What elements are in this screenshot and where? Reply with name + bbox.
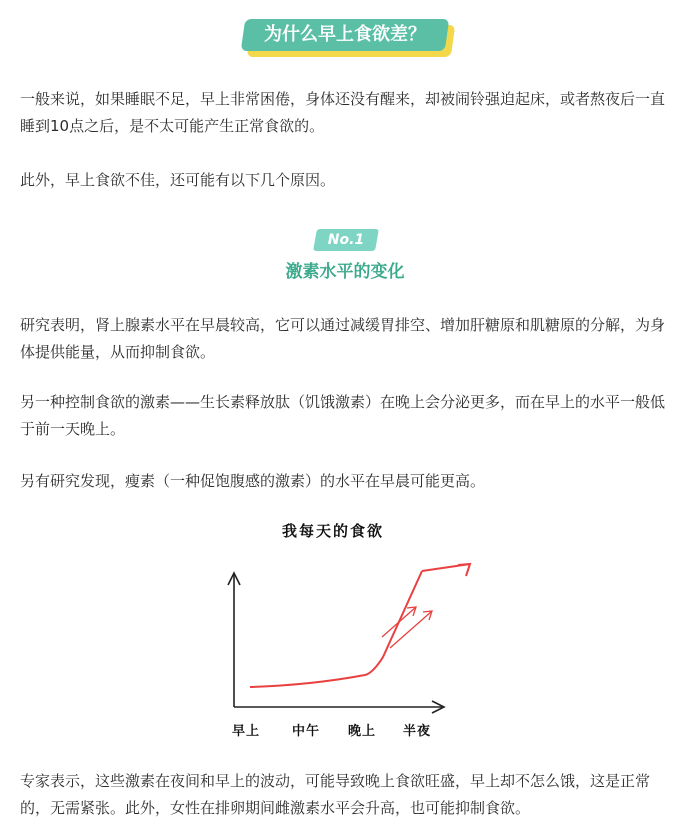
body-paragraph-2: 另一种控制食欲的激素——生长素释放肽（饥饿激素）在晚上会分泌更多，而在早上的水平一般低于前一天晚上。 — [20, 393, 666, 438]
body-paragraph-1: 研究表明，肾上腺素水平在早晨较高，它可以通过减缓胃排空、增加肝糖原和肌糖原的分解，为身体提供能量，从而抑制食欲。 — [20, 316, 666, 361]
x-tick-label: 晚上 — [348, 724, 377, 739]
section-number-tag — [315, 229, 377, 251]
section-tag-label: No.1 — [327, 232, 365, 248]
x-tick-label: 早上 — [232, 724, 261, 739]
section-title: 激素水平的变化 — [285, 262, 405, 282]
intro-paragraph-2: 此外，早上食欲不佳，还可能有以下几个原因。 — [20, 171, 336, 189]
intro-paragraph-1: 一般来说，如果睡眠不足，早上非常困倦，身体还没有醒来，却被闹铃强迫起床，或者熬夜后一直睡到10点之后，是不太可能产生正常食欲的。 — [20, 90, 666, 135]
page-title: 为什么早上食欲差？ — [264, 24, 426, 45]
body-paragraph-3: 另有研究发现，瘦素（一种促饱腹感的激素）的水平在早晨可能更高。 — [20, 472, 486, 490]
x-tick-label: 中午 — [292, 724, 321, 739]
chart-plot — [210, 515, 490, 715]
title-badge — [243, 19, 453, 57]
appetite-line — [250, 571, 422, 687]
appetite-chart — [210, 515, 490, 745]
x-tick-label: 半夜 — [403, 724, 432, 739]
body-paragraph-4: 专家表示，这些激素在夜间和早上的波动，可能导致晚上食欲旺盛，早上却不怎么饿，这是正常的，无需紧张。此外，女性在排卵期间雌激素水平会升高，也可能抑制食欲。 — [20, 772, 651, 817]
appetite-line-extension — [422, 564, 470, 571]
chart-title: 我每天的食欲 — [281, 522, 384, 540]
trend-accent-arrow-1 — [382, 607, 416, 637]
